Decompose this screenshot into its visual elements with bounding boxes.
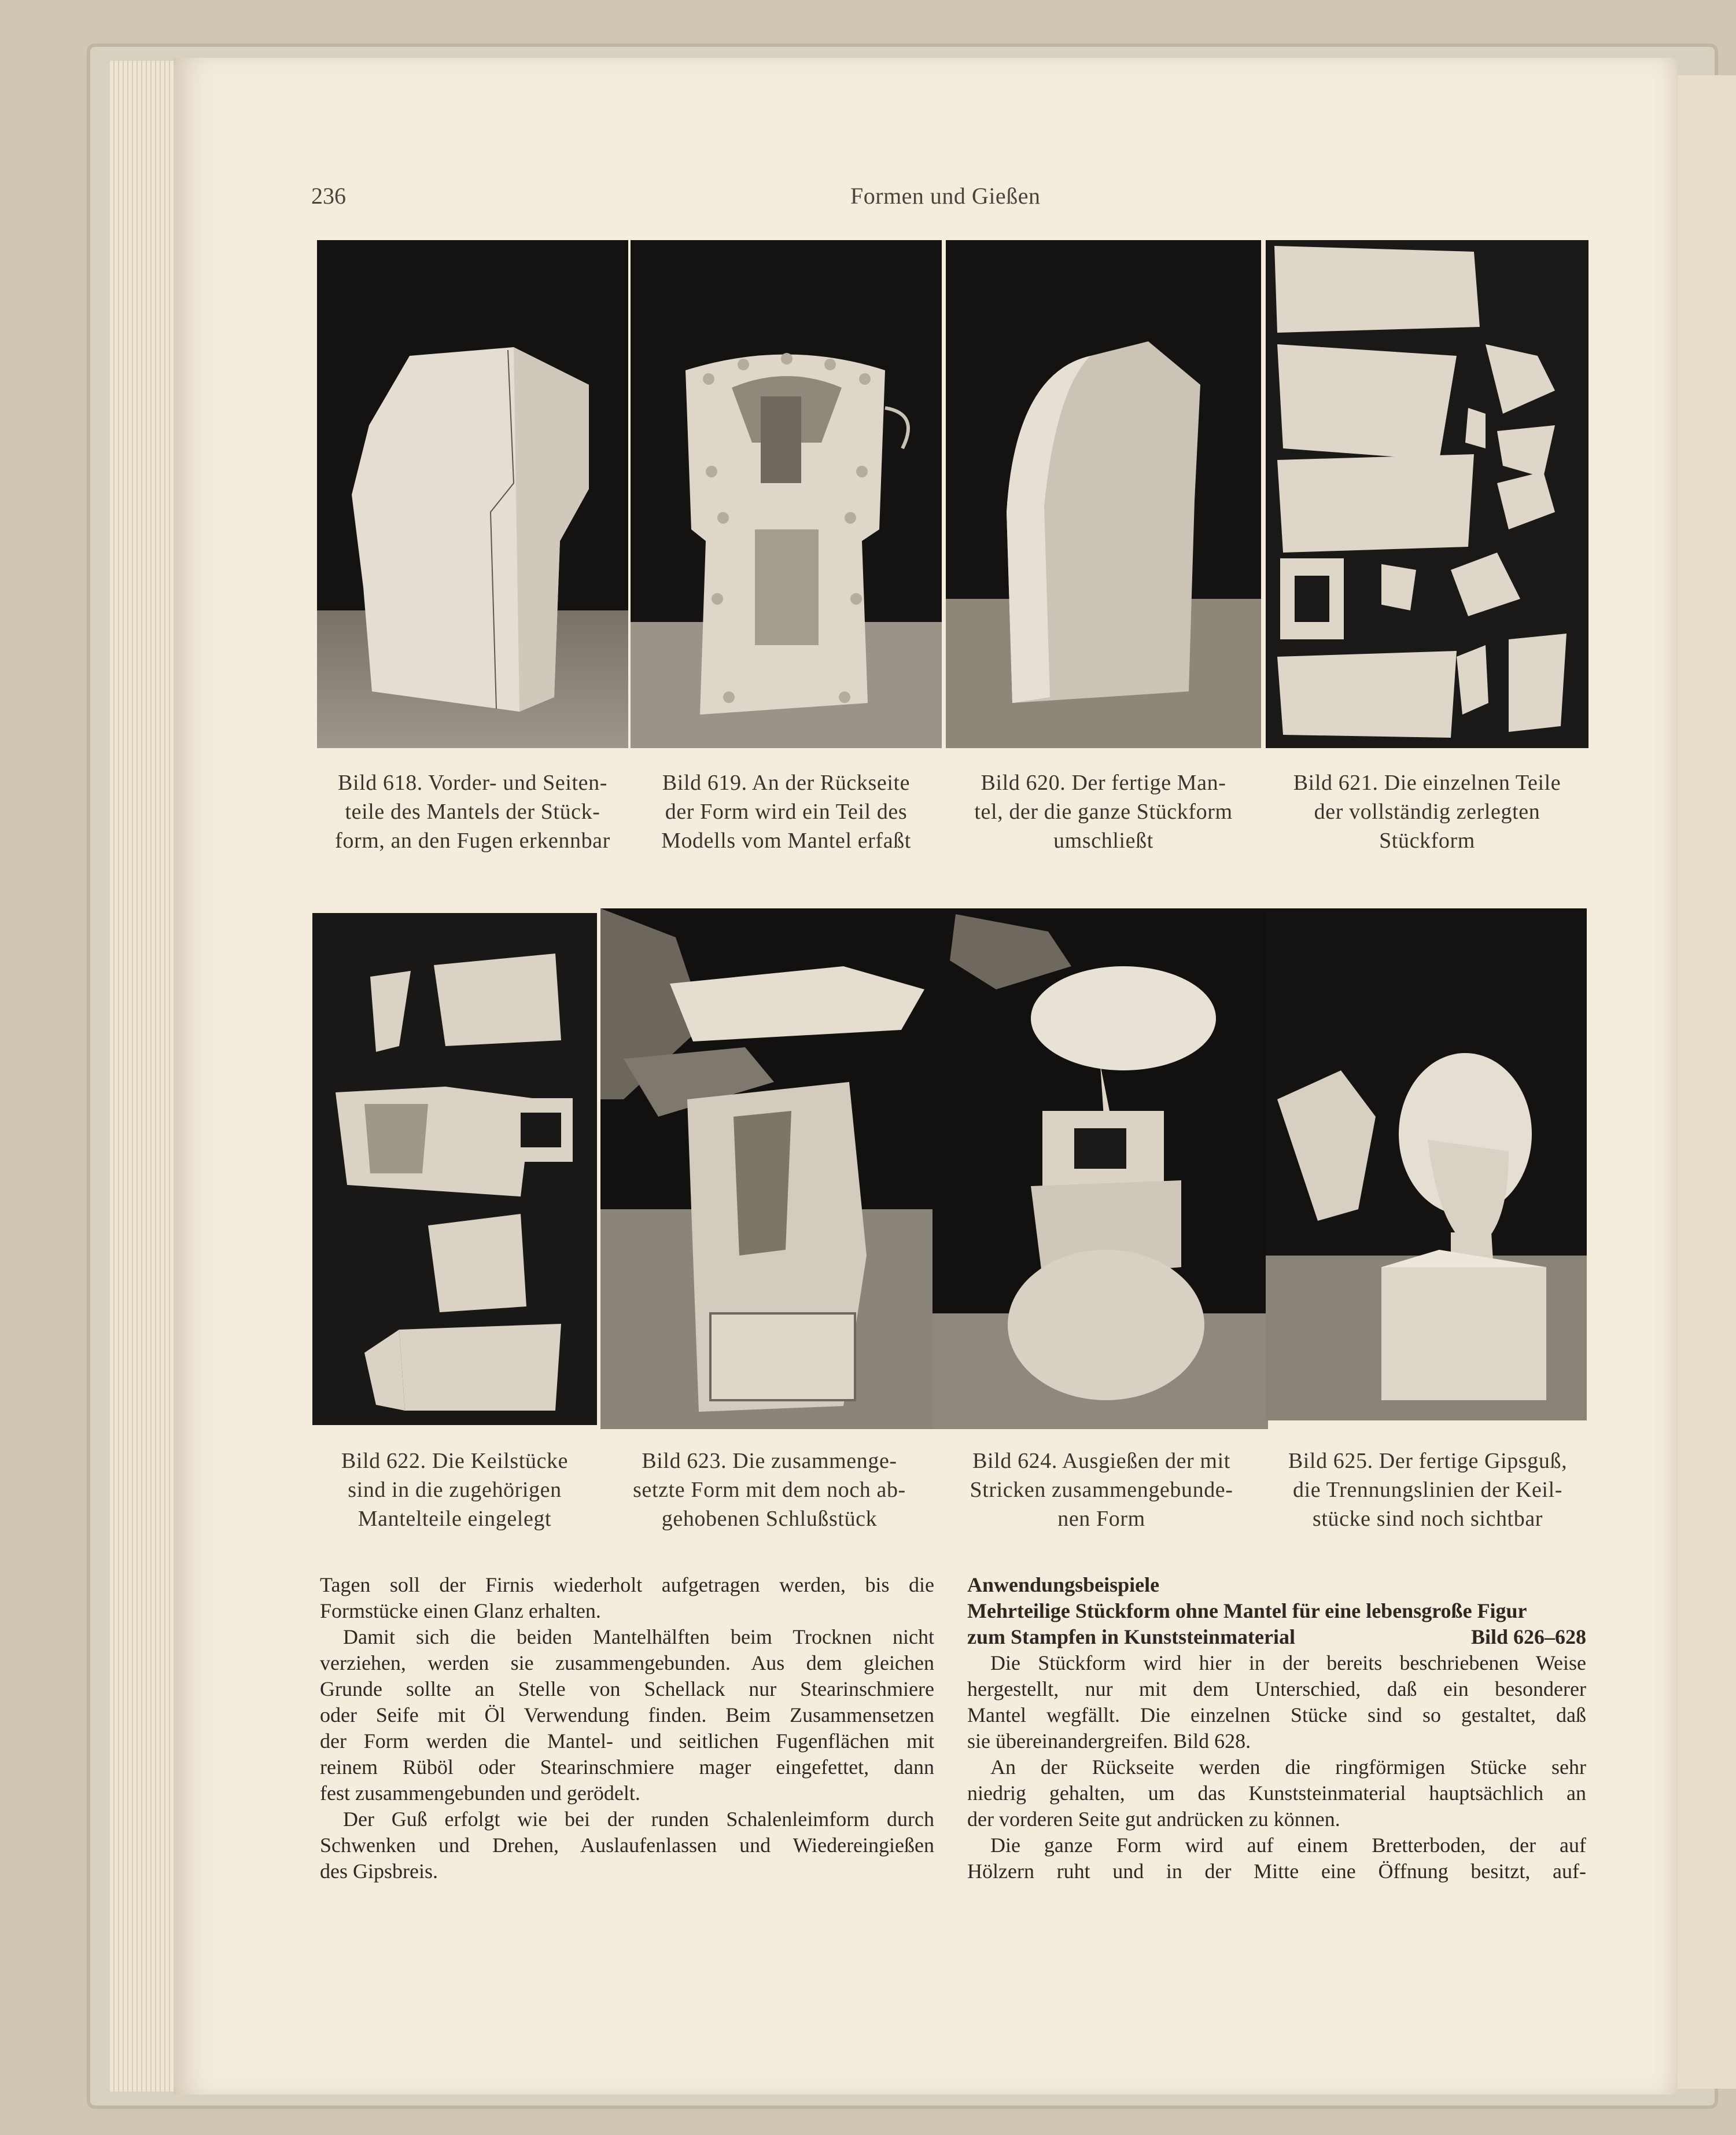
text-line: hergestellt, nur mit dem Unterschied, daß ein besonderer	[967, 1677, 1586, 1700]
text-line: Schwenken und Drehen, Auslaufenlassen und Wiedereingießen	[320, 1834, 934, 1857]
text-line: Grunde sollte an Stelle von Schellack nur Stearinschmiere	[320, 1677, 934, 1700]
photo-623	[600, 908, 932, 1429]
section-heading: Anwendungsbeispiele	[967, 1573, 1160, 1596]
caption-623: Bild 623. Die zusammenge- setzte Form mit dem noch ab- gehobenen Schlußstück	[633, 1449, 906, 1531]
text-line: Der Guß erfolgt wie bei der runden Schalenleimform durch	[343, 1808, 934, 1831]
photo-621	[1266, 240, 1588, 748]
text-line: Tagen soll der Firnis wiederholt aufgetragen werden, bis die	[320, 1573, 934, 1596]
text-line: Damit sich die beiden Mantelhälften beim Trocknen nicht	[343, 1625, 934, 1648]
example-title-tail: zum Stampfen in Kunststeinmaterial	[967, 1625, 1295, 1648]
caption-621: Bild 621. Die einzelnen Teile der vollständig zerlegten Stückform	[1293, 771, 1561, 853]
photo-625	[1266, 908, 1587, 1420]
text-line: niedrig gehalten, um das Kunststeinmaterial hauptsächlich an	[967, 1781, 1586, 1805]
text-line: An der Rückseite werden die ringförmigen Stücke sehr	[990, 1755, 1586, 1779]
text-line: Hölzern ruht und in der Mitte eine Öffnung besitzt, auf-	[967, 1860, 1586, 1883]
photo-619	[631, 240, 942, 748]
caption-624: Bild 624. Ausgießen der mit Stricken zusammengebunde- nen Form	[970, 1449, 1233, 1531]
text-line: Die Stückform wird hier in der bereits beschriebenen Weise	[990, 1651, 1586, 1674]
photo-620	[946, 240, 1261, 748]
photo-618	[317, 240, 628, 748]
text-line: verziehen, werden sie zusammengebunden. Aus dem gleichen	[320, 1651, 934, 1674]
page-header	[0, 182, 1736, 217]
caption-622: Bild 622. Die Keilstücke sind in die zugehörigen Mantelteile eingelegt	[341, 1449, 569, 1531]
text-line: des Gipsbreis.	[320, 1860, 438, 1883]
text-line: der Form werden die Mantel- und seitlichen Fugenflächen mit	[320, 1729, 934, 1753]
photo-622	[312, 913, 597, 1425]
text-line: Die ganze Form wird auf einem Bretterboden, der auf	[990, 1834, 1586, 1857]
left-column-text	[320, 1572, 934, 1884]
text-line: fest zusammengebunden und gerödelt.	[320, 1781, 640, 1805]
caption-625: Bild 625. Der fertige Gipsguß, die Trennungslinien der Keil- stücke sind noch sichtbar	[1288, 1449, 1568, 1531]
text-line: Mantel wegfällt. Die einzelnen Stücke sind so gestaltet, daß	[967, 1703, 1586, 1727]
text-line: reinem Rüböl oder Stearinschmiere mager eingefettet, dann	[320, 1755, 934, 1779]
example-title-line-2	[967, 1624, 1586, 1650]
text-line: der vorderen Seite gut andrücken zu können.	[967, 1808, 1340, 1831]
figure-reference: Bild 626–628	[1470, 1625, 1586, 1648]
photo-624	[932, 908, 1268, 1429]
caption-620: Bild 620. Der fertige Man- tel, der die ganze Stückform umschließt	[974, 771, 1233, 853]
example-title: Mehrteilige Stückform ohne Mantel für eine lebensgroße Figur	[967, 1599, 1527, 1622]
text-line: oder Seife mit Öl Verwendung finden. Beim Zusammensetzen	[320, 1703, 934, 1727]
right-column-text	[967, 1572, 1586, 1884]
page-number: 236	[311, 183, 346, 209]
running-head: Formen und Gießen	[850, 183, 1041, 209]
caption-619: Bild 619. An der Rückseite der Form wird ein Teil des Modells vom Mantel erfaßt	[661, 771, 911, 853]
text-line: Formstücke einen Glanz erhalten.	[320, 1599, 601, 1622]
next-page-edge	[1672, 75, 1736, 2089]
text-line: sie übereinandergreifen. Bild 628.	[967, 1729, 1251, 1753]
caption-618: Bild 618. Vorder- und Seiten- teile des Mantels der Stück- form, an den Fugen erkennbar	[335, 771, 610, 853]
